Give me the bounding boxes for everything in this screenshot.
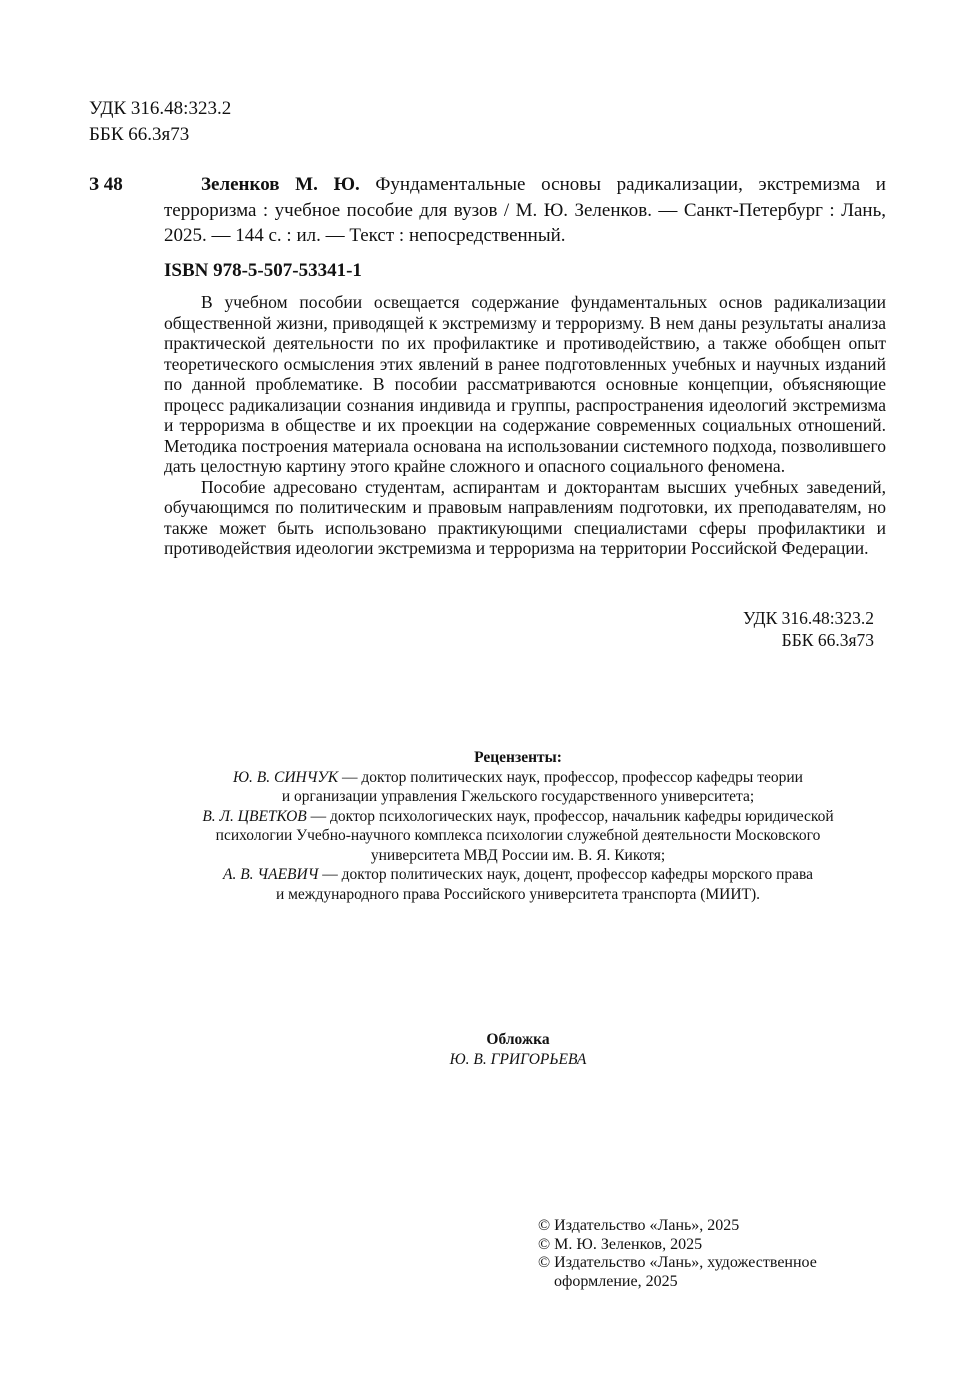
reviewer-name: А. В. ЧАЕВИЧ (222, 866, 319, 883)
reviewer-name: Ю. В. СИНЧУК (233, 768, 339, 786)
reviewer-entry (130, 807, 906, 866)
reviewer-entry (130, 768, 906, 807)
classification-block (89, 96, 231, 148)
copyright-line: © М. Ю. Зеленков, 2025 (538, 1235, 703, 1253)
copyright-block (538, 1217, 858, 1291)
reviewer-credentials: и организации управления Гжельского государственного университета; (281, 788, 755, 805)
isbn: ISBN 978-5-507-53341-1 (164, 260, 362, 281)
reviewers-heading: Рецензенты: (474, 749, 562, 766)
author-name: Зеленков М. Ю. (201, 174, 360, 195)
reviewers-section (130, 748, 906, 904)
udk-code: УДК 316.48:323.2 (743, 608, 874, 628)
annotation (164, 292, 886, 559)
annotation-paragraph: В учебном пособии освещается содержание фундаментальных основ радикализации общественной жизни, приводящей к экстремизму и терроризму. В нем даны результаты анализа практической деятельности по их профилактике и противодействию, а также обобщен опыт теоретического осмысления этих явлений в ранее подготовленных учебных и научных изданий по данной проблематике. В пособии рассматриваются основные концепции, объясняющие процесс радикализации сознания индивида и группы, распространения идеологий экстремизма и терроризма в обществе и их проекции на содержание современных социальных отношений. Методика построения материала основана на использовании системного подхода, позволившего дать целостную картину этого крайне сложного и опасного социального феномена. (164, 292, 886, 476)
bibliographic-record (164, 172, 886, 249)
cover-heading: Обложка (486, 1031, 550, 1048)
udk-code: УДК 316.48:323.2 (89, 98, 232, 119)
reviewer-credentials: — доктор политических наук, профессор, профессор кафедры теории (338, 768, 803, 786)
bbk-code: ББК 66.3я73 (89, 124, 190, 145)
copyright-line: © Издательство «Лань», 2025 (538, 1217, 740, 1234)
bibliographic-description: Фундаментальные основы радикализации, экстремизма и терроризма : учебное пособие для вузов / М. Ю. Зеленков. — Санкт-Петербург : Лань, 2025. — 144 с. : ил. — Текст : непосредственный. (164, 174, 886, 246)
cover-credit (130, 1030, 906, 1069)
classification-block-bottom (620, 607, 874, 651)
author-mark: З 48 (89, 174, 123, 195)
annotation-paragraph: Пособие адресовано студентам, аспирантам и докторантам высших учебных заведений, обучающимся по политическим и правовым направлениям подготовки, их преподавателям, но также может быть использовано практикующими специалистами сферы профилактики и противодействия идеологии экстремизма и терроризма на территории Российской Федерации. (164, 476, 886, 558)
reviewer-credentials: и международного права Российского университета транспорта (МИИТ). (275, 885, 761, 903)
reviewer-entry (130, 865, 906, 904)
reviewer-name: В. Л. ЦВЕТКОВ (202, 807, 307, 825)
reviewer-credentials: психологии Учебно-научного комплекса психологии служебной деятельности Московского (215, 827, 821, 844)
reviewer-credentials: университета МВД России им. В. Я. Кикотя; (370, 846, 666, 864)
copyright-line: © Издательство «Лань», художественное оформление, 2025 (538, 1254, 817, 1290)
bbk-code: ББК 66.3я73 (781, 630, 874, 650)
reviewer-credentials: — доктор политических наук, доцент, профессор кафедры морского права (318, 866, 814, 883)
reviewer-credentials: — доктор психологических наук, профессор, начальник кафедры юридической (306, 807, 834, 825)
cover-designer: Ю. В. ГРИГОРЬЕВА (449, 1050, 587, 1068)
